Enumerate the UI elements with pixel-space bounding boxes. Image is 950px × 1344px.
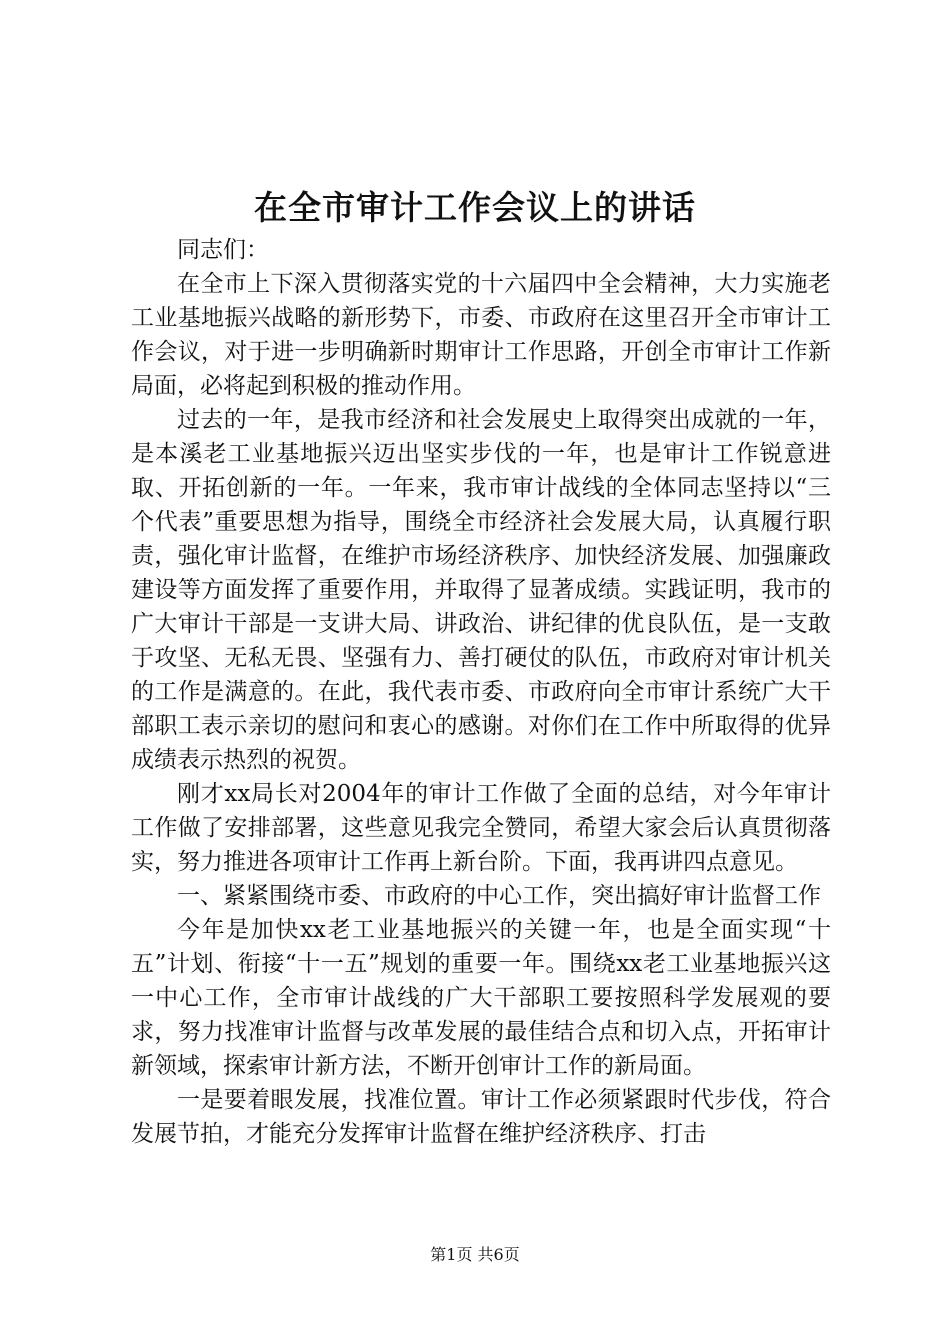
document-title: 在全市审计工作会议上的讲话 <box>254 188 696 227</box>
paragraph-5: 一是要着眼发展，找准位置。审计工作必须紧跟时代步伐，符合发展节拍，才能充分发挥审计监督在维护经济秩序、打击 <box>131 1087 831 1147</box>
paragraph-1: 在全市上下深入贯彻落实党的十六届四中全会精神，大力实施老工业基地振兴战略的新形势下，市委、市政府在这里召开全市审计工作会议，对于进一步明确新时期审计工作思路，开创全市审计工作新局面，必将起到积极的推动作用。 <box>131 271 831 399</box>
paragraph-4: 今年是加快xx老工业基地振兴的关键一年，也是全面实现“十五”计划、衔接“十一五”规划的重要一年。围绕xx老工业基地振兴这一中心工作，全市审计战线的广大干部职工要按照科学发展观的要求，努力找准审计监督与改革发展的最佳结合点和切入点，开拓审计新领域，探索审计新方法，不断开创审计工作的新局面。 <box>131 917 831 1079</box>
document-body <box>131 233 831 1151</box>
page-number-footer: 第1页 共6页 <box>430 1245 520 1264</box>
paragraph-3: 刚才xx局长对2004年的审计工作做了全面的总结，对今年审计工作做了安排部署，这些意见我完全赞同，希望大家会后认真贯彻落实，努力推进各项审计工作再上新台阶。下面，我再讲四点意见。 <box>131 781 831 875</box>
salutation: 同志们： <box>177 237 269 263</box>
section-heading-1: 一、紧紧围绕市委、市政府的中心工作，突出搞好审计监督工作 <box>177 883 821 909</box>
paragraph-2: 过去的一年，是我市经济和社会发展史上取得突出成就的一年，是本溪老工业基地振兴迈出坚实步伐的一年，也是审计工作锐意进取、开拓创新的一年。一年来，我市审计战线的全体同志坚持以“三个代表”重要思想为指导，围绕全市经济社会发展大局，认真履行职责，强化审计监督，在维护市场经济秩序、加快经济发展、加强廉政建设等方面发挥了重要作用，并取得了显著成绩。实践证明，我市的广大审计干部是一支讲大局、讲政治、讲纪律的优良队伍，是一支敢于攻坚、无私无畏、坚强有力、善打硬仗的队伍，市政府对审计机关的工作是满意的。在此，我代表市委、市政府向全市审计系统广大干部职工表示亲切的慰问和衷心的感谢。对你们在工作中所取得的优异成绩表示热烈的祝贺。 <box>131 407 831 773</box>
